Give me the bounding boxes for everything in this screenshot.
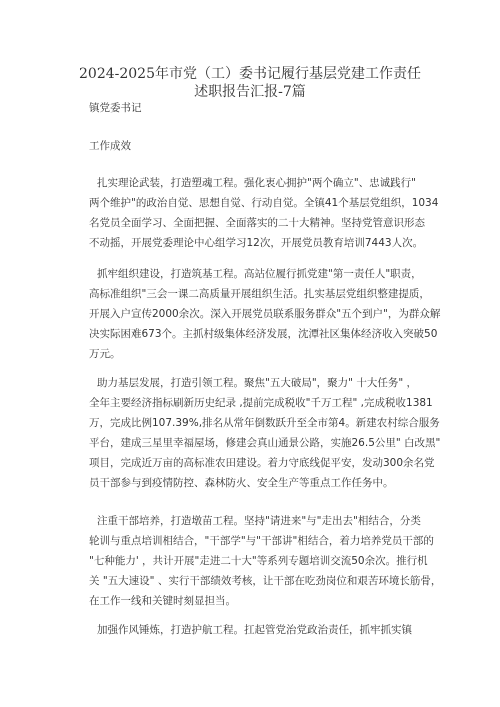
paragraph-5-line-1: 加强作风锤炼，打造护航工程。扛起管党治党政治责任，抓牢抓实镇	[97, 624, 412, 636]
paragraph-2-line-1: 抓牢组织建设，打造筑基工程。高站位履行抓党建"第一责任人"职责，	[97, 268, 422, 280]
paragraph-4-line-3: "七种能力' ，共计开展"走进二十大"等系列专题培训交流50余次。推行机	[89, 555, 428, 567]
paragraph-4-line-1: 注重干部培养，打造墩苗工程。坚持"请进来"与"走出去"相结合，分类	[97, 515, 421, 527]
paragraph-1-line-3: 名党员全面学习、全面把握、全面落实的二十大精神。坚持党管意识形态	[89, 217, 425, 229]
paragraph-4-line-5: 在工作一线和关键时刻显担当。	[89, 595, 236, 607]
paragraph-2-line-3: 开展入户宣传2000余次。深入开展党员联系服务群众"五个到户"，为群众解	[89, 308, 441, 320]
paragraph-2-line-2: 高标准组织"三会一课二高质量开展组织生活。扎实基层党组织整建提质，	[89, 288, 430, 300]
paragraph-3-line-6: 员干部参与到疫情防控、森林防火、安全生产等重点工作任务中。	[89, 477, 394, 489]
paragraph-1-line-4: 不动摇，开展党委理论中心组学习12次，开展党员教育培训7443人次。	[89, 237, 424, 249]
paragraph-3-line-5: 项目，完成近万亩的高标准农田建设。着力守底线促平安，发动300余名党	[89, 457, 435, 469]
paragraph-1-line-1: 扎实理论武装，打造塑魂工程。强化衷心拥护"两个确立"、忠诚践行"	[97, 177, 416, 189]
document-title-line-1: 2024-2025年市党（工）委书记履行基层党建工作责任	[79, 66, 421, 82]
paragraph-4-line-2: 轮训与重点培训相结合，"干部学"与"干部讲"相结合，着力培养党员干部的	[89, 535, 434, 547]
paragraph-3-line-4: 平台，建成三星里幸福屋场，修建会真山通景公路，实施26.5公里" 白改黑"	[89, 437, 441, 449]
paragraph-2-line-4: 决实际困难673个。主抓村级集体经济发展，沈潭社区集体经济收入突破50	[89, 328, 438, 340]
paragraph-2-line-5: 万元。	[89, 348, 121, 360]
paragraph-1-line-2: 两个维护"的政治自觉、思想自觉、行动自觉。全镇41个基层党组织，1034	[89, 197, 439, 209]
paragraph-3-line-1: 助力基层发展，打造引领工程。聚焦"五大破局"，聚力" 十大任务" ，	[97, 377, 417, 389]
document-title-line-2: 述职报告汇报-7篇	[194, 84, 306, 100]
paragraph-4-line-4: 关 "五大速设" 、实行干部绩效考核，让干部在吃劲岗位和艰苦环境长筋骨，	[89, 575, 442, 587]
author-line: 镇党委书记	[89, 102, 142, 114]
paragraph-3-line-3: 万，完成比例107.39%,排名从常年倒数跃升至全市第4。新建农村综合服务	[89, 417, 440, 429]
paragraph-3-line-2: 全年主要经济指标刷新历史纪录 ,提前完成税收"千万工程" ,完成税收1381	[89, 397, 433, 409]
section-heading: 工作成效	[89, 140, 131, 152]
